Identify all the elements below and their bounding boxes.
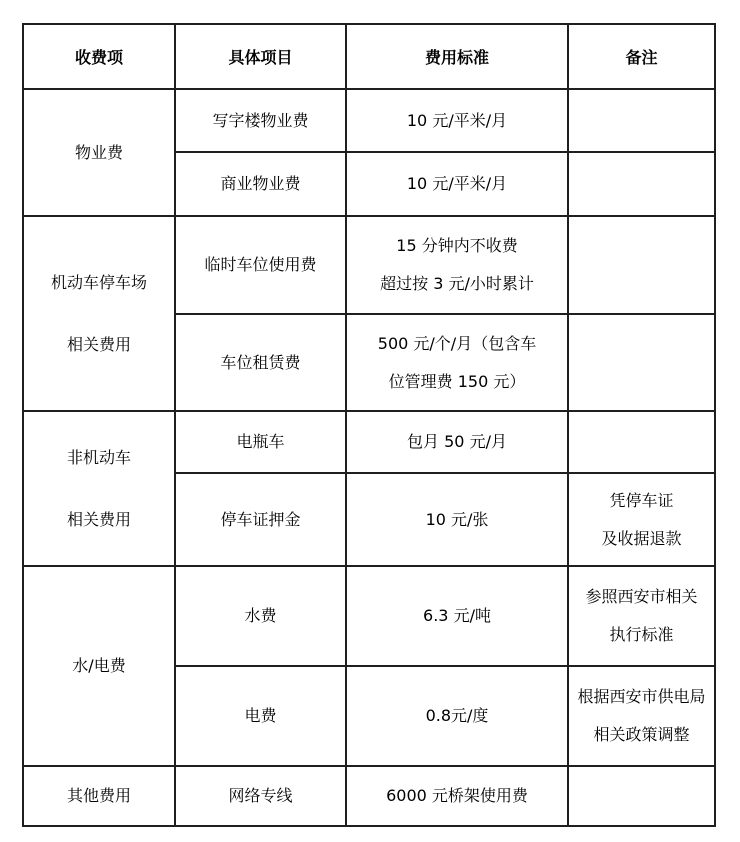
- item-label: 电费: [244, 706, 277, 725]
- section-label: 相关费用: [66, 334, 131, 354]
- section-cell-property-fee: [23, 89, 175, 216]
- standard-value: 包月 50 元/月: [407, 432, 507, 451]
- item-label: 临时车位使用费: [204, 255, 317, 274]
- standard-cell: [346, 411, 568, 473]
- standard-value: 6000 元桥架使用费: [386, 786, 528, 805]
- header-specific-item: 具体项目: [175, 24, 346, 89]
- item-label: 写字楼物业费: [212, 110, 309, 130]
- table-row: [23, 411, 715, 473]
- table-row: [23, 89, 715, 152]
- item-cell: [175, 89, 346, 152]
- standard-value: 10 元/平米/月: [406, 110, 508, 130]
- remark-cell: [568, 566, 715, 666]
- remark-cell: [568, 216, 715, 314]
- fee-table: [22, 23, 716, 827]
- item-label: 车位租赁费: [220, 352, 301, 372]
- item-cell: [175, 411, 346, 473]
- standard-value: 6.3 元/吨: [423, 606, 491, 625]
- item-cell: [175, 152, 346, 216]
- remark-value: 相关政策调整: [593, 725, 690, 744]
- header-remark: 备注: [568, 24, 715, 89]
- header-fee-standard: 费用标准: [346, 24, 568, 89]
- section-label: 非机动车: [66, 447, 131, 467]
- table-row: [23, 766, 715, 826]
- remark-cell: [568, 411, 715, 473]
- section-label: 物业费: [74, 142, 123, 162]
- standard-cell: [346, 766, 568, 826]
- header-fee-item: 收费项: [23, 24, 175, 89]
- section-label: 水/电费: [72, 656, 126, 675]
- table-row: [23, 566, 715, 666]
- item-label: 商业物业费: [220, 174, 301, 193]
- standard-cell: [346, 473, 568, 566]
- section-label: 机动车停车场: [50, 272, 147, 292]
- remark-cell: [568, 152, 715, 216]
- item-label: 停车证押金: [220, 509, 301, 529]
- standard-cell: [346, 152, 568, 216]
- section-cell-motor-parking: [23, 216, 175, 411]
- remark-cell: [568, 473, 715, 566]
- remark-cell: [568, 89, 715, 152]
- remark-value: 参照西安市相关: [585, 587, 698, 606]
- section-label: 相关费用: [66, 509, 131, 529]
- item-cell: [175, 314, 346, 411]
- standard-value: 超过按 3 元/小时累计: [380, 274, 534, 293]
- section-cell-other-fee: [23, 766, 175, 826]
- section-cell-non-motor: [23, 411, 175, 566]
- standard-value: 0.8元/度: [425, 706, 489, 725]
- item-cell: [175, 473, 346, 566]
- standard-cell: [346, 89, 568, 152]
- standard-cell: [346, 314, 568, 411]
- header-row: [23, 24, 715, 89]
- table-row: [23, 216, 715, 314]
- item-cell: [175, 566, 346, 666]
- standard-cell: [346, 216, 568, 314]
- item-cell: [175, 666, 346, 766]
- standard-cell: [346, 666, 568, 766]
- remark-value: 及收据退款: [601, 528, 682, 548]
- item-label: 电瓶车: [236, 432, 285, 451]
- item-label: 网络专线: [228, 786, 293, 805]
- standard-cell: [346, 566, 568, 666]
- section-label: 其他费用: [66, 786, 131, 805]
- remark-value: 凭停车证: [609, 490, 674, 510]
- item-label: 水费: [244, 606, 277, 625]
- standard-value: 10 元/平米/月: [406, 174, 508, 193]
- remark-cell: [568, 766, 715, 826]
- standard-value: 10 元/张: [425, 509, 489, 529]
- remark-value: 根据西安市供电局: [577, 687, 706, 706]
- item-cell: [175, 766, 346, 826]
- standard-value: 位管理费 150 元）: [388, 371, 526, 391]
- section-cell-water-electricity: [23, 566, 175, 766]
- remark-cell: [568, 314, 715, 411]
- item-cell: [175, 216, 346, 314]
- standard-value: 500 元/个/月（包含车: [377, 333, 537, 353]
- standard-value: 15 分钟内不收费: [396, 236, 518, 255]
- remark-value: 执行标准: [609, 625, 674, 644]
- remark-cell: [568, 666, 715, 766]
